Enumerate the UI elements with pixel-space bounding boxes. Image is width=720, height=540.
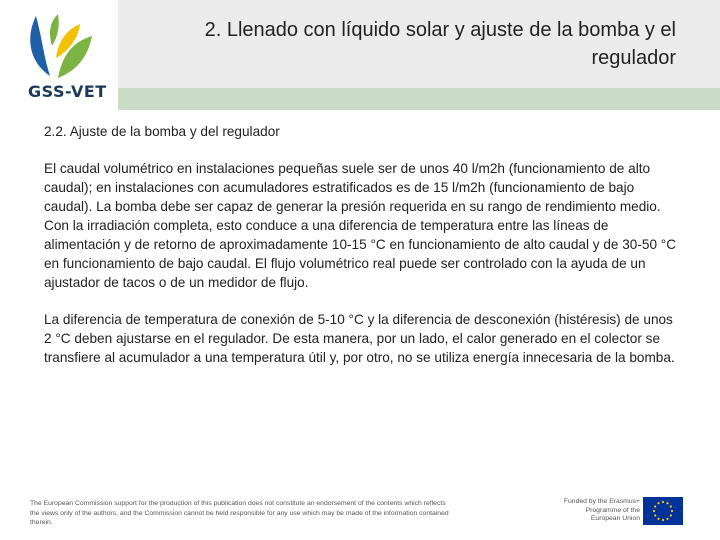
funded-by-text: Funded by the Erasmus+ Programme of the European Union: [563, 498, 640, 522]
header-green-bar: [118, 88, 720, 110]
footer-disclaimer: The European Commission support for the production of this publication does not constitute an endorsement of the contents which reflects the views only of the authors, and the Commission cannot be held responsible for any use which may be made of the information contained therein.: [30, 500, 449, 526]
paragraph-1: El caudal volumétrico en instalaciones pequeñas suele ser de unos 40 l/m2h (funcionamiento de alto caudal); en instalaciones con acumuladores estratificados es de 15 l/m2h (funcionamiento de bajo caudal). La bomba debe ser capaz de generar la presión requerida en su rango de rendimiento medio. Con la irradiación completa, esto conduce a una diferencia de temperatura entre las líneas de alimentación y de retorno de aproximadamente 10-15 °C en funcionamiento de alto caudal y de 30-50 °C en funcionamiento de bajo caudal. El flujo volumétrico real puede ser controlado con la ayuda de un ajustador de tacos o de un medidor de flujo.: [44, 161, 677, 290]
slide-header: [0, 0, 720, 110]
paragraph-2: La diferencia de temperatura de conexión de 5-10 °C y la diferencia de desconexión (histéresis) de unos 2 °C deben ajustarse en el regulador. De esta manera, por un lado, el calor generado en el colector se transfiere al acumulador a una temperatura útil y, por otro, no se utiliza energía innecesaria de la bomba.: [44, 312, 675, 365]
section-subtitle: 2.2. Ajuste de la bomba y del regulador: [44, 124, 280, 139]
slide-title: 2. Llenado con líquido solar y ajuste de la bomba y el regulador: [204, 19, 676, 69]
slide-content: [44, 122, 684, 385]
eu-flag-icon: [643, 497, 683, 525]
logo-text: GSS-VET: [28, 82, 107, 101]
